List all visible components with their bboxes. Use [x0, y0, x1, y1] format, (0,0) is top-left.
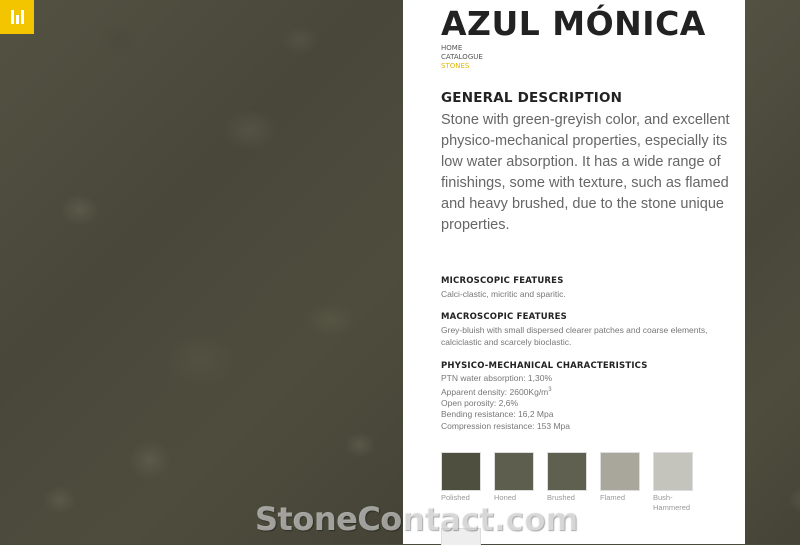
breadcrumb-stones[interactable]: STONES	[441, 62, 470, 70]
finish-swatch-next-row[interactable]	[441, 528, 481, 545]
finish-swatch-image[interactable]	[441, 452, 481, 491]
open-porosity-value: Open porosity: 2,6%	[441, 397, 519, 408]
finish-brushed[interactable]	[547, 452, 587, 513]
breadcrumb	[441, 44, 483, 71]
finish-bush-hammered[interactable]	[653, 452, 693, 513]
finish-label: Brushed	[547, 493, 575, 502]
finish-honed[interactable]	[494, 452, 534, 513]
finish-label: Flamed	[600, 493, 626, 502]
stone-texture-image-right	[745, 0, 800, 544]
compression-resistance-value: Compression resistance: 153 Mpa	[441, 420, 570, 431]
physico-mechanical-list	[441, 373, 570, 432]
info-panel	[403, 0, 745, 544]
microscopic-features-text: Calci-clastic, micritic and sparitic.	[441, 289, 566, 299]
microscopic-features-heading: MICROSCOPIC FEATURES	[441, 276, 564, 286]
physico-mechanical-heading: PHYSICO-MECHANICAL CHARACTERISTICS	[441, 361, 648, 371]
finish-swatch-image[interactable]	[600, 452, 640, 491]
page-title: AZUL MÓNICA	[441, 4, 706, 43]
logo-bars-icon	[11, 10, 24, 24]
general-description-heading: GENERAL DESCRIPTION	[441, 90, 623, 106]
watermark: StoneContact.com	[255, 500, 578, 538]
finish-swatches	[441, 452, 693, 513]
finish-swatch-image[interactable]	[547, 452, 587, 491]
finish-label: Bush-Hammered	[653, 493, 691, 512]
breadcrumb-home[interactable]: HOME	[441, 44, 463, 52]
bending-resistance-value: Bending resistance: 16,2 Mpa	[441, 409, 554, 420]
finish-label: Honed	[494, 493, 517, 502]
macroscopic-features-text: Grey-bluish with small dispersed clearer patches and coarse elements, calciclastic and scarcely bioclastic.	[441, 325, 708, 347]
macroscopic-features-heading: MACROSCOPIC FEATURES	[441, 312, 567, 322]
general-description-text: Stone with green-greyish color, and excellent physico-mechanical properties, especially its low water absorption. It has a wide range of finishings, some with texture, such as flamed and heavy brushed, due to the stone unique properties.	[441, 112, 730, 233]
breadcrumb-catalogue[interactable]: CATALOGUE	[441, 53, 483, 61]
finish-polished[interactable]	[441, 452, 481, 513]
finish-label: Polished	[441, 493, 470, 502]
finish-swatch-image[interactable]	[494, 452, 534, 491]
apparent-density-value: Apparent density: $2600Kg/m^3$	[441, 386, 552, 397]
finish-flamed[interactable]	[600, 452, 640, 513]
finish-swatch-image[interactable]	[653, 452, 693, 491]
menu-logo-button[interactable]	[0, 0, 34, 34]
water-absorption-value: PTN water absorption: 1,30%	[441, 373, 553, 383]
